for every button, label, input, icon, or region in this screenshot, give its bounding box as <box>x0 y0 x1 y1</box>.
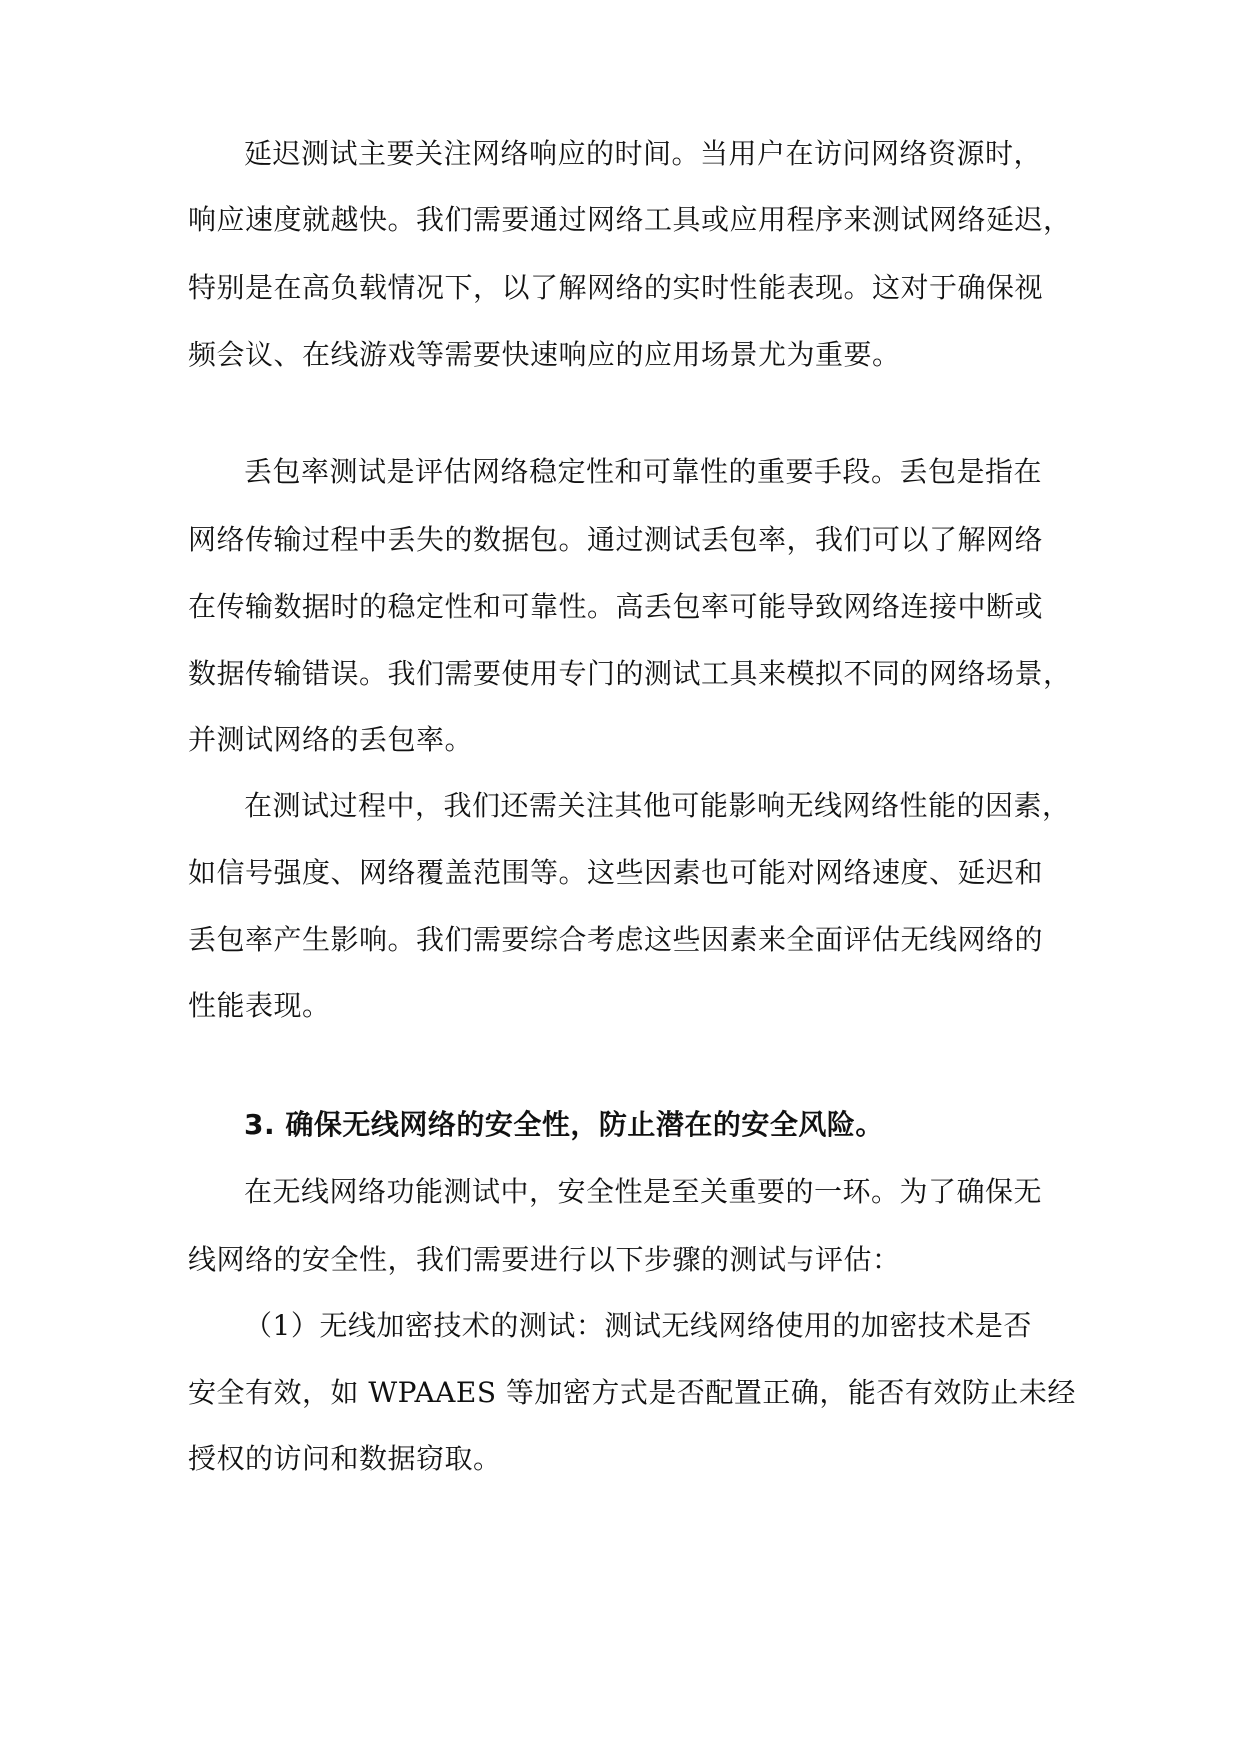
text-line: 频会议、在线游戏等需要快速响应的应用场景尤为重要。 <box>188 338 901 371</box>
text-line: 特别是在高负载情况下，以了解网络的实时性能表现。这对于确保视 <box>188 271 1044 304</box>
text-line: 授权的访问和数据窃取。 <box>188 1442 502 1475</box>
text-line: 丢包率测试是评估网络稳定性和可靠性的重要手段。丢包是指在 <box>244 455 1043 488</box>
section-heading: 3. 确保无线网络的安全性，防止潜在的安全风险。 <box>244 1108 884 1141</box>
text-line: 数据传输错误。我们需要使用专门的测试工具来模拟不同的网络场景， <box>188 657 1072 690</box>
text-line: （1）无线加密技术的测试：测试无线网络使用的加密技术是否 <box>244 1309 1032 1342</box>
text-line: 在无线网络功能测试中，安全性是至关重要的一环。为了确保无 <box>244 1175 1043 1208</box>
text-line: 网络传输过程中丢失的数据包。通过测试丢包率，我们可以了解网络 <box>188 523 1044 556</box>
text-line: 响应速度就越快。我们需要通过网络工具或应用程序来测试网络延迟， <box>188 203 1072 236</box>
text-line: 延迟测试主要关注网络响应的时间。当用户在访问网络资源时， <box>244 137 1043 170</box>
text-line: 性能表现。 <box>188 989 331 1022</box>
text-line: 线网络的安全性，我们需要进行以下步骤的测试与评估： <box>188 1243 901 1276</box>
text-line: 丢包率产生影响。我们需要综合考虑这些因素来全面评估无线网络的 <box>188 923 1044 956</box>
text-line: 安全有效，如 WPAAES 等加密方式是否配置正确，能否有效防止未经 <box>188 1376 1076 1409</box>
text-line: 如信号强度、网络覆盖范围等。这些因素也可能对网络速度、延迟和 <box>188 856 1044 889</box>
text-line: 并测试网络的丢包率。 <box>188 723 474 756</box>
text-line: 在传输数据时的稳定性和可靠性。高丢包率可能导致网络连接中断或 <box>188 590 1044 623</box>
text-line: 在测试过程中，我们还需关注其他可能影响无线网络性能的因素， <box>244 789 1071 822</box>
